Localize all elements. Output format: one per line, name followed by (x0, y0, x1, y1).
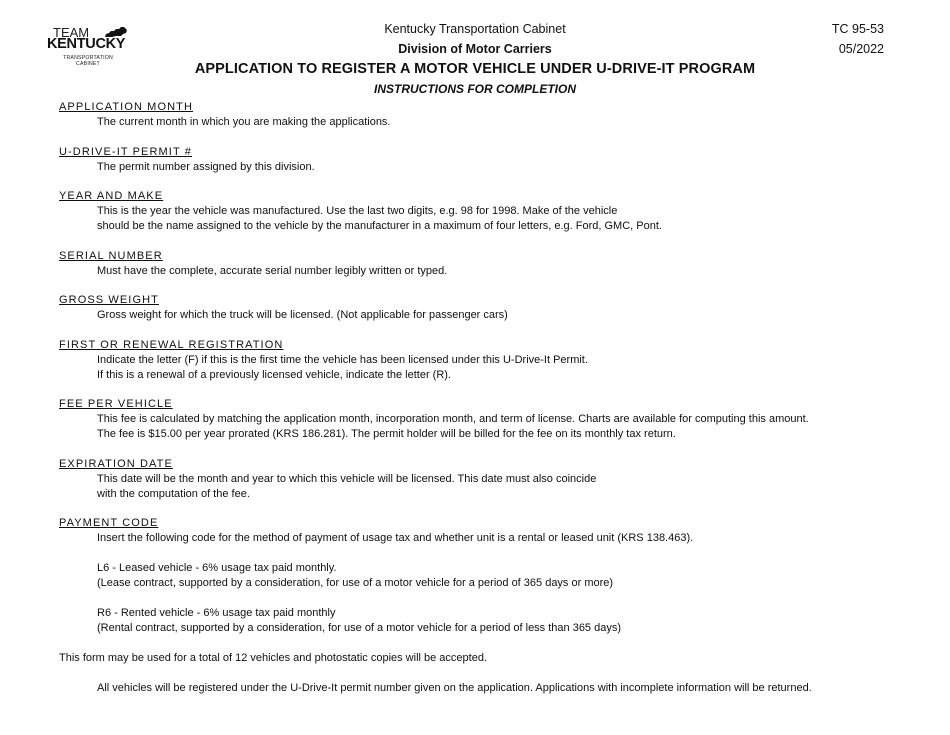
logo-tagline: TRANSPORTATION CABINET (63, 55, 113, 67)
page-subtitle: INSTRUCTIONS FOR COMPLETION (374, 82, 576, 96)
instruction-line: The current month in which you are making the applications. (97, 116, 391, 128)
section-heading: GROSS WEIGHT (59, 294, 159, 306)
payment-code-r6: R6 - Rented vehicle - 6% usage tax paid monthly (97, 607, 336, 619)
form-usage-note: This form may be used for a total of 12 vehicles and photostatic copies will be accepted. (59, 651, 488, 664)
instruction-line: Insert the following code for the method of payment of usage tax and whether unit is a rental or leased unit (KRS 138.463). (97, 532, 694, 544)
instruction-line: with the computation of the fee. (97, 487, 250, 500)
instruction-line: This date will be the month and year to which this vehicle will be licensed. This date must also coincide (97, 472, 597, 485)
form-number: TC 95-53 (831, 22, 884, 36)
section-application-month (59, 100, 929, 130)
section-heading: SERIAL NUMBER (59, 249, 163, 262)
agency-name: Kentucky Transportation Cabinet (384, 22, 566, 36)
instructions-body (59, 100, 929, 696)
payment-code-l6: L6 - Leased vehicle - 6% usage tax paid monthly. (97, 562, 337, 574)
payment-code-l6-note: (Lease contract, supported by a consideration, for use of a motor vehicle for a period of 365 days or more) (97, 577, 614, 589)
section-permit-number (59, 145, 929, 175)
section-registration-type (59, 338, 929, 383)
page-title: APPLICATION TO REGISTER A MOTOR VEHICLE UNDER U-DRIVE-IT PROGRAM (194, 61, 756, 77)
section-heading: FIRST OR RENEWAL REGISTRATION (59, 338, 284, 351)
section-heading: APPLICATION MONTH (59, 101, 194, 113)
registration-note: All vehicles will be registered under the U-Drive-It permit number given on the application. Applications with incomplete information will be returned. (97, 681, 812, 694)
section-expiration-date (59, 457, 929, 502)
logo-kentucky-text: KENTUCKY (47, 36, 126, 52)
instruction-line: If this is a renewal of a previously licensed vehicle, indicate the letter (R). (97, 368, 451, 381)
section-serial-number (59, 249, 929, 279)
section-payment-code (59, 516, 929, 636)
section-fee-per-vehicle (59, 397, 929, 442)
spacer (59, 546, 929, 561)
section-heading: EXPIRATION DATE (59, 457, 173, 470)
form-revision-date: 05/2022 (838, 42, 884, 56)
section-heading: PAYMENT CODE (59, 517, 159, 529)
division-name: Division of Motor Carriers (398, 42, 552, 56)
section-heading: FEE PER VEHICLE (59, 398, 173, 410)
section-heading: U-DRIVE-IT PERMIT # (59, 145, 192, 158)
instruction-line: Must have the complete, accurate serial number legibly written or typed. (97, 264, 448, 277)
logo-team-text: TEAM (53, 25, 90, 40)
payment-code-r6-note: (Rental contract, supported by a consideration, for use of a motor vehicle for a period of less than 365 days) (97, 622, 622, 634)
instruction-line: This fee is calculated by matching the application month, incorporation month, and term of license. Charts are available for computing this amount. (97, 413, 809, 425)
spacer (59, 591, 929, 606)
section-year-make (59, 189, 929, 234)
instruction-line: Gross weight for which the truck will be licensed. (Not applicable for passenger cars) (97, 309, 508, 321)
instruction-line: The fee is $15.00 per year prorated (KRS 186.281). The permit holder will be billed for the fee on its monthly tax return. (97, 428, 676, 440)
instruction-line: This is the year the vehicle was manufactured. Use the last two digits, e.g. 98 for 1998. Make of the vehicle (97, 205, 618, 217)
section-heading: YEAR AND MAKE (59, 190, 164, 202)
instruction-line: should be the name assigned to the vehicle by the manufacturer in a maximum of four letters, e.g. Ford, GMC, Pont. (97, 220, 662, 232)
section-gross-weight (59, 293, 929, 323)
instruction-line: Indicate the letter (F) if this is the first time the vehicle has been licensed under this U-Drive-It Permit. (97, 353, 588, 366)
instruction-line: The permit number assigned by this division. (97, 160, 315, 173)
